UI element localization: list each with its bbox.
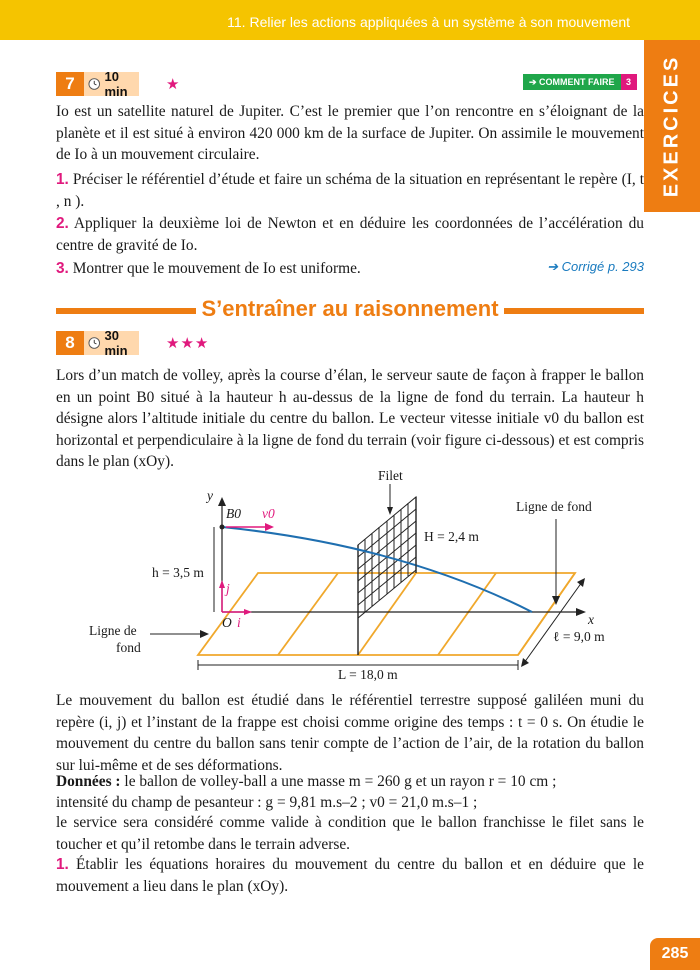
exercise-7-question-2: 2. Appliquer la deuxième loi de Newton et en déduire les coordonnées de l’accélération du centre de gravité de Io. bbox=[56, 215, 645, 254]
figure-label-court-length: L = 18,0 m bbox=[338, 667, 398, 682]
width-dimension-arrow-end bbox=[577, 578, 585, 587]
left-ligne-pointer-arrow bbox=[200, 630, 209, 638]
exercise-8-body: Le mouvement du ballon est étudié dans le référentiel terrestre supposé galiléen muni du repère (i, j) et l’instant de la frappe est choisi comme origine des temps : t = 0 s. On étudie le mouvement du centre du ballon sans tenir compte de l’action de l’air, de la rotation du ballon sur lui-même et de ses déformations. bbox=[56, 692, 644, 774]
filet-pointer-arrow bbox=[387, 507, 393, 515]
exercise-7-time: 10 min bbox=[104, 69, 128, 99]
width-dimension bbox=[524, 582, 582, 663]
width-dimension-arrow-start bbox=[521, 658, 529, 667]
exercise-8-number: 8 bbox=[56, 331, 84, 355]
exercise-8-donnees-2: intensité du champ de pesanteur : g = 9,81 m.s–2 ; v0 = 21,0 m.s–1 ; bbox=[56, 794, 478, 811]
corrige-link[interactable]: ➔ Corrigé p. 293 bbox=[547, 259, 644, 274]
figure-label-ligne-de-fond-left-2: fond bbox=[116, 640, 141, 655]
page-number: 285 bbox=[650, 938, 700, 970]
comment-faire-number: 3 bbox=[621, 74, 637, 90]
side-tab-label: EXERCICES bbox=[660, 54, 683, 198]
figure-label-j: j bbox=[226, 581, 230, 596]
figure-label-court-width: ℓ = 9,0 m bbox=[553, 629, 605, 644]
i-vector-arrow bbox=[244, 609, 252, 615]
figure-label-x: x bbox=[588, 612, 594, 627]
exercise-7-number: 7 bbox=[56, 72, 84, 96]
b0-point bbox=[220, 525, 225, 530]
exercise-8-difficulty: ★★★ bbox=[166, 336, 210, 352]
comment-faire-label: ➔ COMMENT FAIRE bbox=[523, 74, 621, 90]
figure-label-serve-height: h = 3,5 m bbox=[152, 565, 204, 580]
x-axis-arrow bbox=[576, 608, 586, 616]
exercise-8-donnees-3: le service sera considéré comme valide à condition que le ballon franchisse le filet sans le toucher et qu’il retombe dans le terrain adverse. bbox=[56, 814, 644, 853]
figure-label-filet: Filet bbox=[378, 468, 403, 483]
exercise-8-donnees-1: Données : le ballon de volley-ball a une masse m = 260 g et un rayon r = 10 cm ; bbox=[56, 773, 557, 790]
y-axis-arrow bbox=[218, 497, 226, 506]
exercise-7-intro: Io est un satellite naturel de Jupiter. C’est le premier que l’on rencontre en s’éloignant de la planète et il est situé à environ 420 000 km de la surface de Jupiter. On assimile le mouvement de Io à un mouvement circulaire. bbox=[56, 103, 644, 163]
section-title: S’entraîner au raisonnement bbox=[201, 296, 499, 321]
chapter-title: 11. Relier les actions appliquées à un système à son mouvement bbox=[227, 14, 630, 30]
figure-label-origin: O bbox=[222, 615, 232, 630]
figure-label-y: y bbox=[207, 488, 213, 503]
figure-label-i: i bbox=[237, 615, 241, 630]
figure-label-net-height: H = 2,4 m bbox=[424, 529, 479, 544]
exercise-8-time: 30 min bbox=[104, 328, 128, 358]
exercise-7-question-3: 3. Montrer que le mouvement de Io est uniforme. bbox=[56, 260, 361, 277]
exercise-8-intro: Lors d’un match de volley, après la course d’élan, le serveur saute de façon à frapper le ballon en un point B0 situé à la hauteur h au-dessus de la ligne de fond du terrain. La hauteur h désigne alors l’altitude initiale du centre du ballon. Le vecteur vitesse initiale v0 du ballon est horizontal et perpendiculaire à la ligne de fond du terrain (voir figure ci-dessous) et est compris dans le plan (xOy). bbox=[56, 367, 644, 470]
exercise-8-question-1: 1. Établir les équations horaires du mouvement du centre du ballon et en déduire que le mouvement a lieu dans le plan (xOy). bbox=[56, 856, 644, 895]
figure-label-b0: B0 bbox=[226, 506, 241, 521]
exercise-7-difficulty: ★ bbox=[166, 77, 181, 93]
net bbox=[358, 497, 416, 655]
figure-label-ligne-de-fond-right: Ligne de fond bbox=[516, 499, 592, 514]
j-vector-arrow bbox=[219, 580, 225, 588]
exercise-7-question-1: 1. Préciser le référentiel d’étude et faire un schéma de la situation en représentant le repère (I, t , n ). bbox=[56, 171, 644, 210]
figure-label-ligne-de-fond-left-1: Ligne de bbox=[89, 623, 137, 638]
v0-vector-arrow bbox=[265, 523, 274, 531]
figure-label-v0: v0 bbox=[262, 506, 275, 521]
ball-trajectory bbox=[222, 527, 532, 612]
